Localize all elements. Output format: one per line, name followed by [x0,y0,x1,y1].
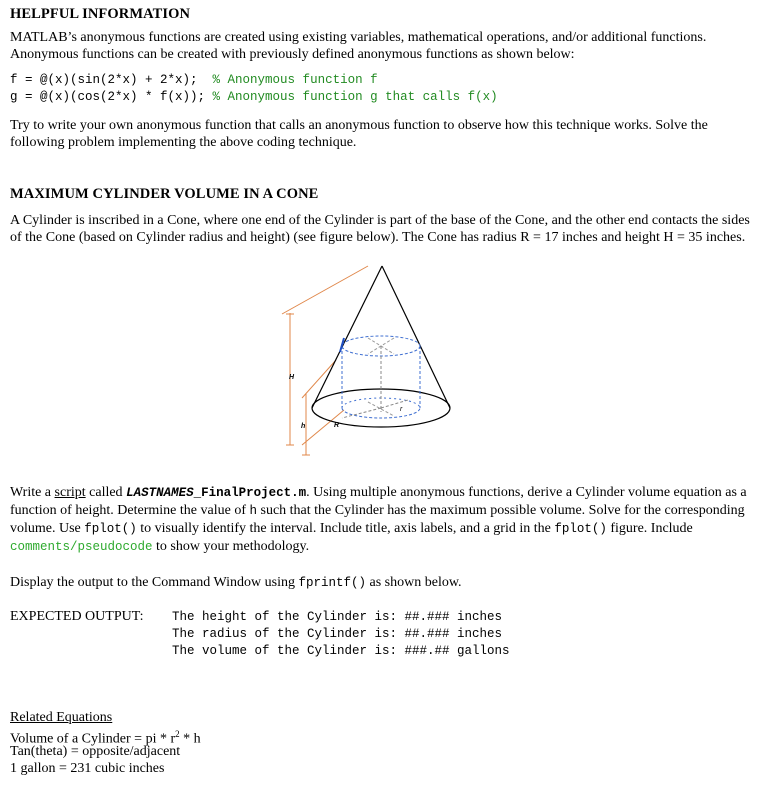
comments-pseudocode: comments/pseudocode [10,540,153,554]
script-word: script [54,485,86,500]
try-text: Try to write your own anonymous function that calls an anonymous function to observe how this technique works. Solve the following problem implementing the above coding technique. [10,118,708,150]
task-paragraph [10,484,762,556]
dimension-lines [282,266,368,455]
fprintf-code: fprintf() [298,576,367,590]
fplot-code-1: fplot() [84,522,137,536]
filename-lastnames: LASTNAMES [126,486,194,500]
label-H: H [289,374,295,381]
cylinder [342,336,420,418]
task-text-6: figure. Include [606,521,693,536]
display-paragraph [10,574,762,592]
code-line-2-code: g = @(x)(cos(2*x) * f(x)); [10,90,213,104]
label-r: r [400,406,403,413]
expected-output-line: The radius of the Cylinder is: ##.### inches [172,627,503,641]
task-text-1: Write a [10,485,55,500]
code-line-1-comment: % Anonymous function f [212,73,378,87]
task-text-7: to show your methodology. [152,539,310,554]
label-h: h [301,423,306,430]
code-line-2 [10,89,498,106]
expected-output-label: EXPECTED OUTPUT: [10,609,144,624]
task-text-4: such that the Cylinder has the maximum possible volume. Solve for the corresponding volume. Use [10,503,745,536]
eq-volume-text: Volume of a Cylinder = pi * r [10,731,176,747]
fplot-code-2: fplot() [554,522,607,536]
task-text-3: . Using multiple anonymous functions, derive a Cylinder volume equation as a function of height. Determine the value of [10,485,747,518]
dim-line-cyl-top [302,360,336,398]
h-variable: h [249,504,257,518]
code-line-2-comment: % Anonymous function g that calls f(x) [212,90,498,104]
task-text-5: to visually identify the interval. Include title, axis labels, and a grid in the [136,521,555,536]
code-line-1-code: f = @(x)(sin(2*x) + 2*x); [10,73,213,87]
eq-volume-exponent: 2 [175,729,180,739]
helpful-intro: MATLAB’s anonymous functions are created using existing variables, mathematical operations, and/or additional functions. Anonymous functions can be created with previously defined anonymous functions as shown below: [10,30,707,62]
display-text-1: Display the output to the Command Window using [10,575,299,590]
dim-line-apex [282,266,368,314]
expected-output-line: The volume of the Cylinder is: ###.## gallons [172,644,510,658]
related-heading: Related Equations [10,710,113,725]
helpful-heading: HELPFUL INFORMATION [10,6,191,22]
problem-heading: MAXIMUM CYLINDER VOLUME IN A CONE [10,186,319,202]
display-text-2: as shown below. [366,575,462,590]
cone-cylinder-figure [272,262,462,462]
filename-suffix: _FinalProject.m [193,486,307,500]
task-text-2: called [85,485,127,500]
related-eq-gallon: 1 gallon = 231 cubic inches [10,761,165,776]
code-line-1 [10,72,378,89]
label-R: R [334,422,340,429]
related-eq-tan: Tan(theta) = opposite/adjacent [10,744,181,759]
eq-volume-tail: * h [179,731,201,747]
expected-output-line: The height of the Cylinder is: ##.### inches [172,610,503,624]
problem-description: A Cylinder is inscribed in a Cone, where one end of the Cylinder is part of the base of the Cone, and the other end contacts the sides of the Cone (based on Cylinder radius and height) (see figure below). The Cone has radius R = 17 inches and height H = 35 inches. [10,213,750,245]
